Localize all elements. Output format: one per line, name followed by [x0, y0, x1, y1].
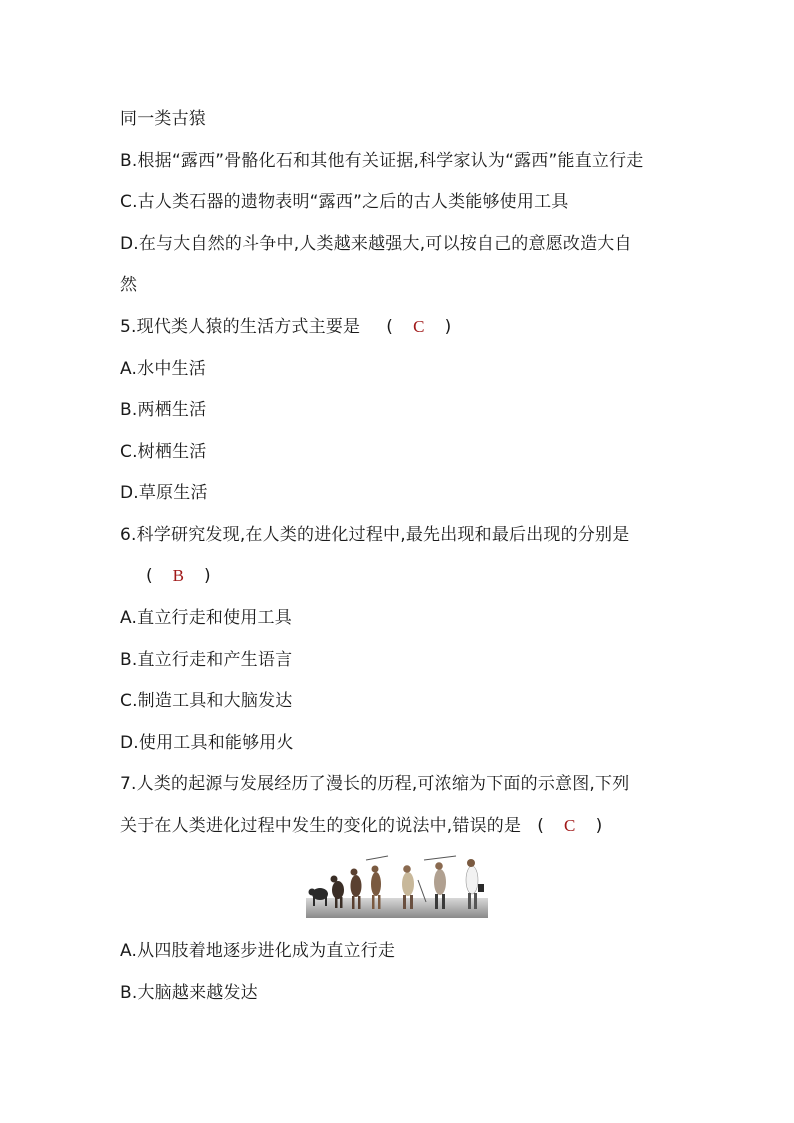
- q5-stem: 5.现代类人猿的生活方式主要是: [120, 317, 361, 337]
- q4-option-c: C.古人类石器的遗物表明“露西”之后的古人类能够使用工具: [120, 192, 569, 212]
- q5-answer: C: [413, 317, 425, 336]
- q5-option-b: B.两栖生活: [120, 400, 207, 420]
- q7-answer: C: [564, 816, 576, 835]
- paren-close: ): [203, 566, 211, 586]
- ground-shading: [306, 898, 488, 918]
- q7-answer-box: [537, 815, 602, 837]
- q5-option-d: D.草原生活: [120, 483, 208, 503]
- paren-open: (: [146, 566, 153, 586]
- paren-open: (: [386, 317, 394, 337]
- paren-close: ): [444, 317, 452, 337]
- q6-option-b: B.直立行走和产生语言: [120, 650, 293, 670]
- q4-option-d: D.在与大自然的斗争中,人类越来越强大,可以按自己的意愿改造大自: [120, 234, 632, 254]
- q5-option-c: C.树栖生活: [120, 442, 207, 462]
- q7-stem: 关于在人类进化过程中发生的变化的说法中,错误的是: [120, 816, 522, 836]
- q5-stem-line: [120, 316, 451, 338]
- q4-option-b: B.根据“露西”骨骼化石和其他有关证据,科学家认为“露西”能直立行走: [120, 151, 644, 171]
- paren-open: (: [537, 816, 545, 836]
- human-evolution-illustration: [306, 852, 488, 918]
- q6-option-c: C.制造工具和大脑发达: [120, 691, 293, 711]
- q7-stem-line2: [120, 815, 602, 837]
- q4-option-a-continued: 同一类古猿: [120, 109, 206, 129]
- q4-option-d-continued: 然: [120, 275, 138, 295]
- q6-answer-box: [146, 565, 211, 587]
- q7-option-b: B.大脑越来越发达: [120, 983, 258, 1003]
- q7-stem-line1: 7.人类的起源与发展经历了漫长的历程,可浓缩为下面的示意图,下列: [120, 774, 630, 794]
- paren-close: ): [595, 816, 603, 836]
- q6-option-a: A.直立行走和使用工具: [120, 608, 292, 628]
- q6-stem: 6.科学研究发现,在人类的进化过程中,最先出现和最后出现的分别是: [120, 525, 630, 545]
- q5-answer-box: [386, 316, 451, 338]
- q5-option-a: A.水中生活: [120, 359, 206, 379]
- q6-answer: B: [172, 566, 184, 585]
- q6-option-d: D.使用工具和能够用火: [120, 733, 294, 753]
- q7-option-a: A.从四肢着地逐步进化成为直立行走: [120, 941, 396, 961]
